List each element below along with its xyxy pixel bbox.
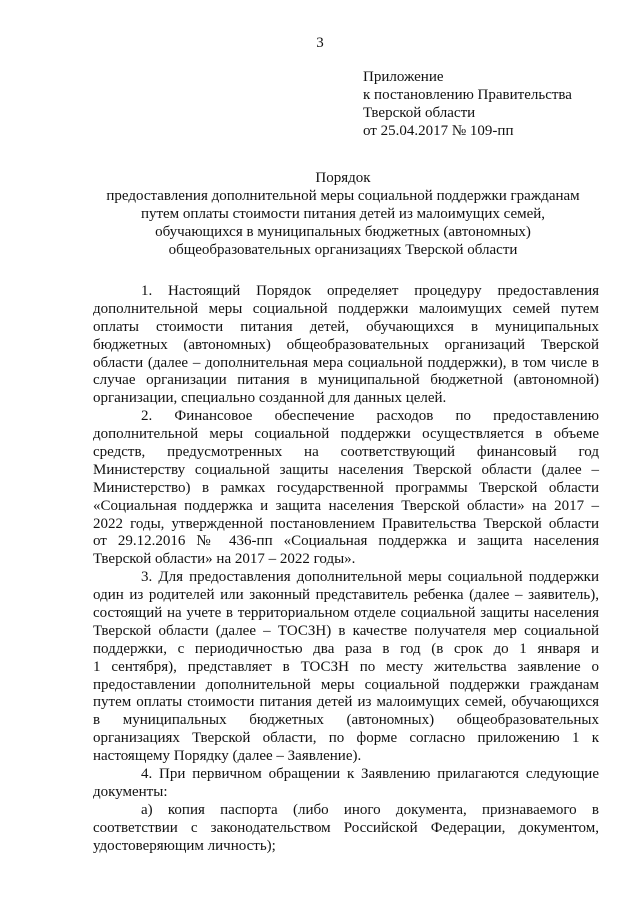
appendix-line: от 25.04.2017 № 109-пп: [363, 123, 514, 139]
title-line: Порядок: [315, 170, 371, 186]
body-line: дополнительной меры социальной поддержки малоимущих семей путем: [93, 300, 599, 317]
body-line: 1. Настоящий Порядок определяет процедуру предоставления: [141, 283, 599, 299]
body-line: 2022 годы, утвержденной постановлением Правительства Тверской области: [93, 515, 599, 532]
body-line: 2. Финансовое обеспечение расходов по предоставлению: [141, 408, 599, 425]
body-line: области (далее – дополнительная мера социальной поддержки), в том числе в: [93, 354, 599, 371]
body-line: 4. При первичном обращении к Заявлению прилагаются следующие: [141, 766, 599, 783]
body-line: удостоверяющим личность);: [93, 837, 276, 854]
body-line: один из родителей или законный представитель ребенка (далее – заявитель),: [93, 587, 599, 604]
body-line: «Социальная поддержка и защита населения Тверской области» на 2017 –: [93, 497, 599, 514]
title-line: путем оплаты стоимости питания детей из малоимущих семей,: [140, 206, 546, 222]
body-line: Министерство) в рамках государственной программы Тверской области: [93, 479, 599, 496]
body-line: 3. Для предоставления дополнительной меры социальной поддержки: [141, 569, 599, 586]
body-line: поддержки, с периодичностью два раза в год (в срок до 1 января и: [93, 640, 599, 657]
body-line: соответствии с законодательством Российской Федерации, документом,: [93, 819, 599, 836]
page-number: 3: [316, 35, 324, 51]
body-line: Тверской области (далее – ТОСЗН) в качестве получателя мер социальной: [93, 622, 599, 639]
body-line: документы:: [93, 783, 168, 800]
body-line: дополнительной меры социальной поддержки осуществляется в объеме: [93, 426, 599, 443]
body-line: Министерству социальной защиты населения Тверской области (далее –: [93, 461, 599, 478]
body-line: состоящий на учете в территориальном отделе социальной защиты населения: [93, 605, 599, 622]
body-line: 1 сентября), представляет в ТОСЗН по месту жительства заявление о: [93, 658, 599, 675]
appendix-line: к постановлению Правительства: [363, 87, 572, 103]
body-line: предоставлении дополнительной меры социальной поддержки гражданам: [93, 676, 599, 693]
body-line: в муниципальных бюджетных (автономных) общеобразовательных: [93, 712, 599, 729]
title-line: предоставления дополнительной меры социальной поддержки гражданам: [106, 188, 580, 204]
body-line: а) копия паспорта (либо иного документа, признаваемого в: [141, 801, 599, 818]
appendix-line: Приложение: [363, 69, 444, 85]
body-line: организациях Тверской области, по форме согласно приложению 1 к: [93, 730, 599, 747]
title-line: общеобразовательных организациях Тверской области: [168, 242, 518, 258]
title-line: обучающихся в муниципальных бюджетных (автономных): [155, 224, 531, 240]
body-line: Тверской области» на 2017 – 2022 годы».: [93, 551, 356, 568]
body-line: бюджетных (автономных) общеобразовательных организаций Тверской: [93, 336, 599, 353]
document-title: [90, 169, 596, 259]
body-line: организации, специально созданной для данных целей.: [93, 390, 447, 407]
body-line: случае организации питания в муниципальной бюджетной (автономной): [93, 372, 599, 389]
document-body: [93, 283, 599, 856]
body-line: путем оплаты стоимости питания детей из малоимущих семей, обучающихся: [93, 694, 599, 711]
body-line: средств, предусмотренных на соответствующий финансовый год: [93, 444, 599, 461]
body-line: настоящему Порядку (далее – Заявление).: [93, 748, 362, 765]
body-line: оплаты стоимости питания детей, обучающихся в муниципальных: [93, 318, 599, 335]
appendix-header: [363, 68, 572, 140]
appendix-line: Тверской области: [363, 105, 476, 121]
body-line: от 29.12.2016 № 436-пп «Социальная поддержка и защита населения: [93, 533, 599, 550]
